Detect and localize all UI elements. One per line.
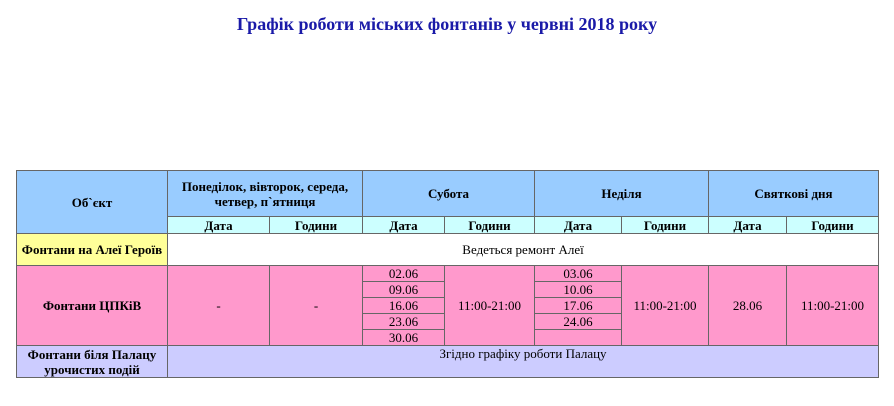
row-palace-note: Згідно графіку роботи Палацу	[168, 346, 879, 378]
sunday-date-cell: 17.06	[535, 298, 622, 314]
header-weekdays: Понеділок, вівторок, середа, четвер, п`ятниця	[168, 171, 363, 217]
subheader-sunday-date: Дата	[535, 217, 622, 234]
row-palace-name: Фонтани біля Палацу урочистих подій	[17, 346, 168, 378]
subheader-weekday-hours: Години	[270, 217, 363, 234]
row-cpkiv-name: Фонтани ЦПКіВ	[17, 266, 168, 346]
row-cpkiv-weekday-hours: -	[270, 266, 363, 346]
row-cpkiv-saturday-hours: 11:00-21:00	[445, 266, 535, 346]
header-sunday: Неділя	[535, 171, 709, 217]
sunday-date-cell-empty	[535, 330, 622, 346]
saturday-date-cell: 23.06	[363, 314, 445, 330]
row-alley-name: Фонтани на Алеї Героїв	[17, 234, 168, 266]
subheader-saturday-hours: Години	[445, 217, 535, 234]
row-cpkiv-holiday-hours: 11:00-21:00	[787, 266, 879, 346]
header-saturday: Субота	[363, 171, 535, 217]
sunday-date-cell: 03.06	[535, 266, 622, 282]
subheader-weekday-date: Дата	[168, 217, 270, 234]
sunday-date-cell: 24.06	[535, 314, 622, 330]
sunday-date-cell: 10.06	[535, 282, 622, 298]
row-cpkiv-holiday-date: 28.06	[709, 266, 787, 346]
row-cpkiv-sunday-hours: 11:00-21:00	[622, 266, 709, 346]
saturday-date-cell: 02.06	[363, 266, 445, 282]
row-cpkiv-weekday-date: -	[168, 266, 270, 346]
subheader-sunday-hours: Години	[622, 217, 709, 234]
subheader-holiday-hours: Години	[787, 217, 879, 234]
subheader-holiday-date: Дата	[709, 217, 787, 234]
row-alley-note: Ведеться ремонт Алеї	[168, 234, 879, 266]
saturday-date-cell: 09.06	[363, 282, 445, 298]
page-title: Графік роботи міських фонтанів у червні 2018 року	[236, 14, 658, 34]
saturday-date-cell: 30.06	[363, 330, 445, 346]
header-holidays: Святкові дня	[709, 171, 879, 217]
header-object: Об`єкт	[17, 171, 168, 234]
fountain-schedule-table	[16, 170, 879, 378]
saturday-date-cell: 16.06	[363, 298, 445, 314]
subheader-saturday-date: Дата	[363, 217, 445, 234]
